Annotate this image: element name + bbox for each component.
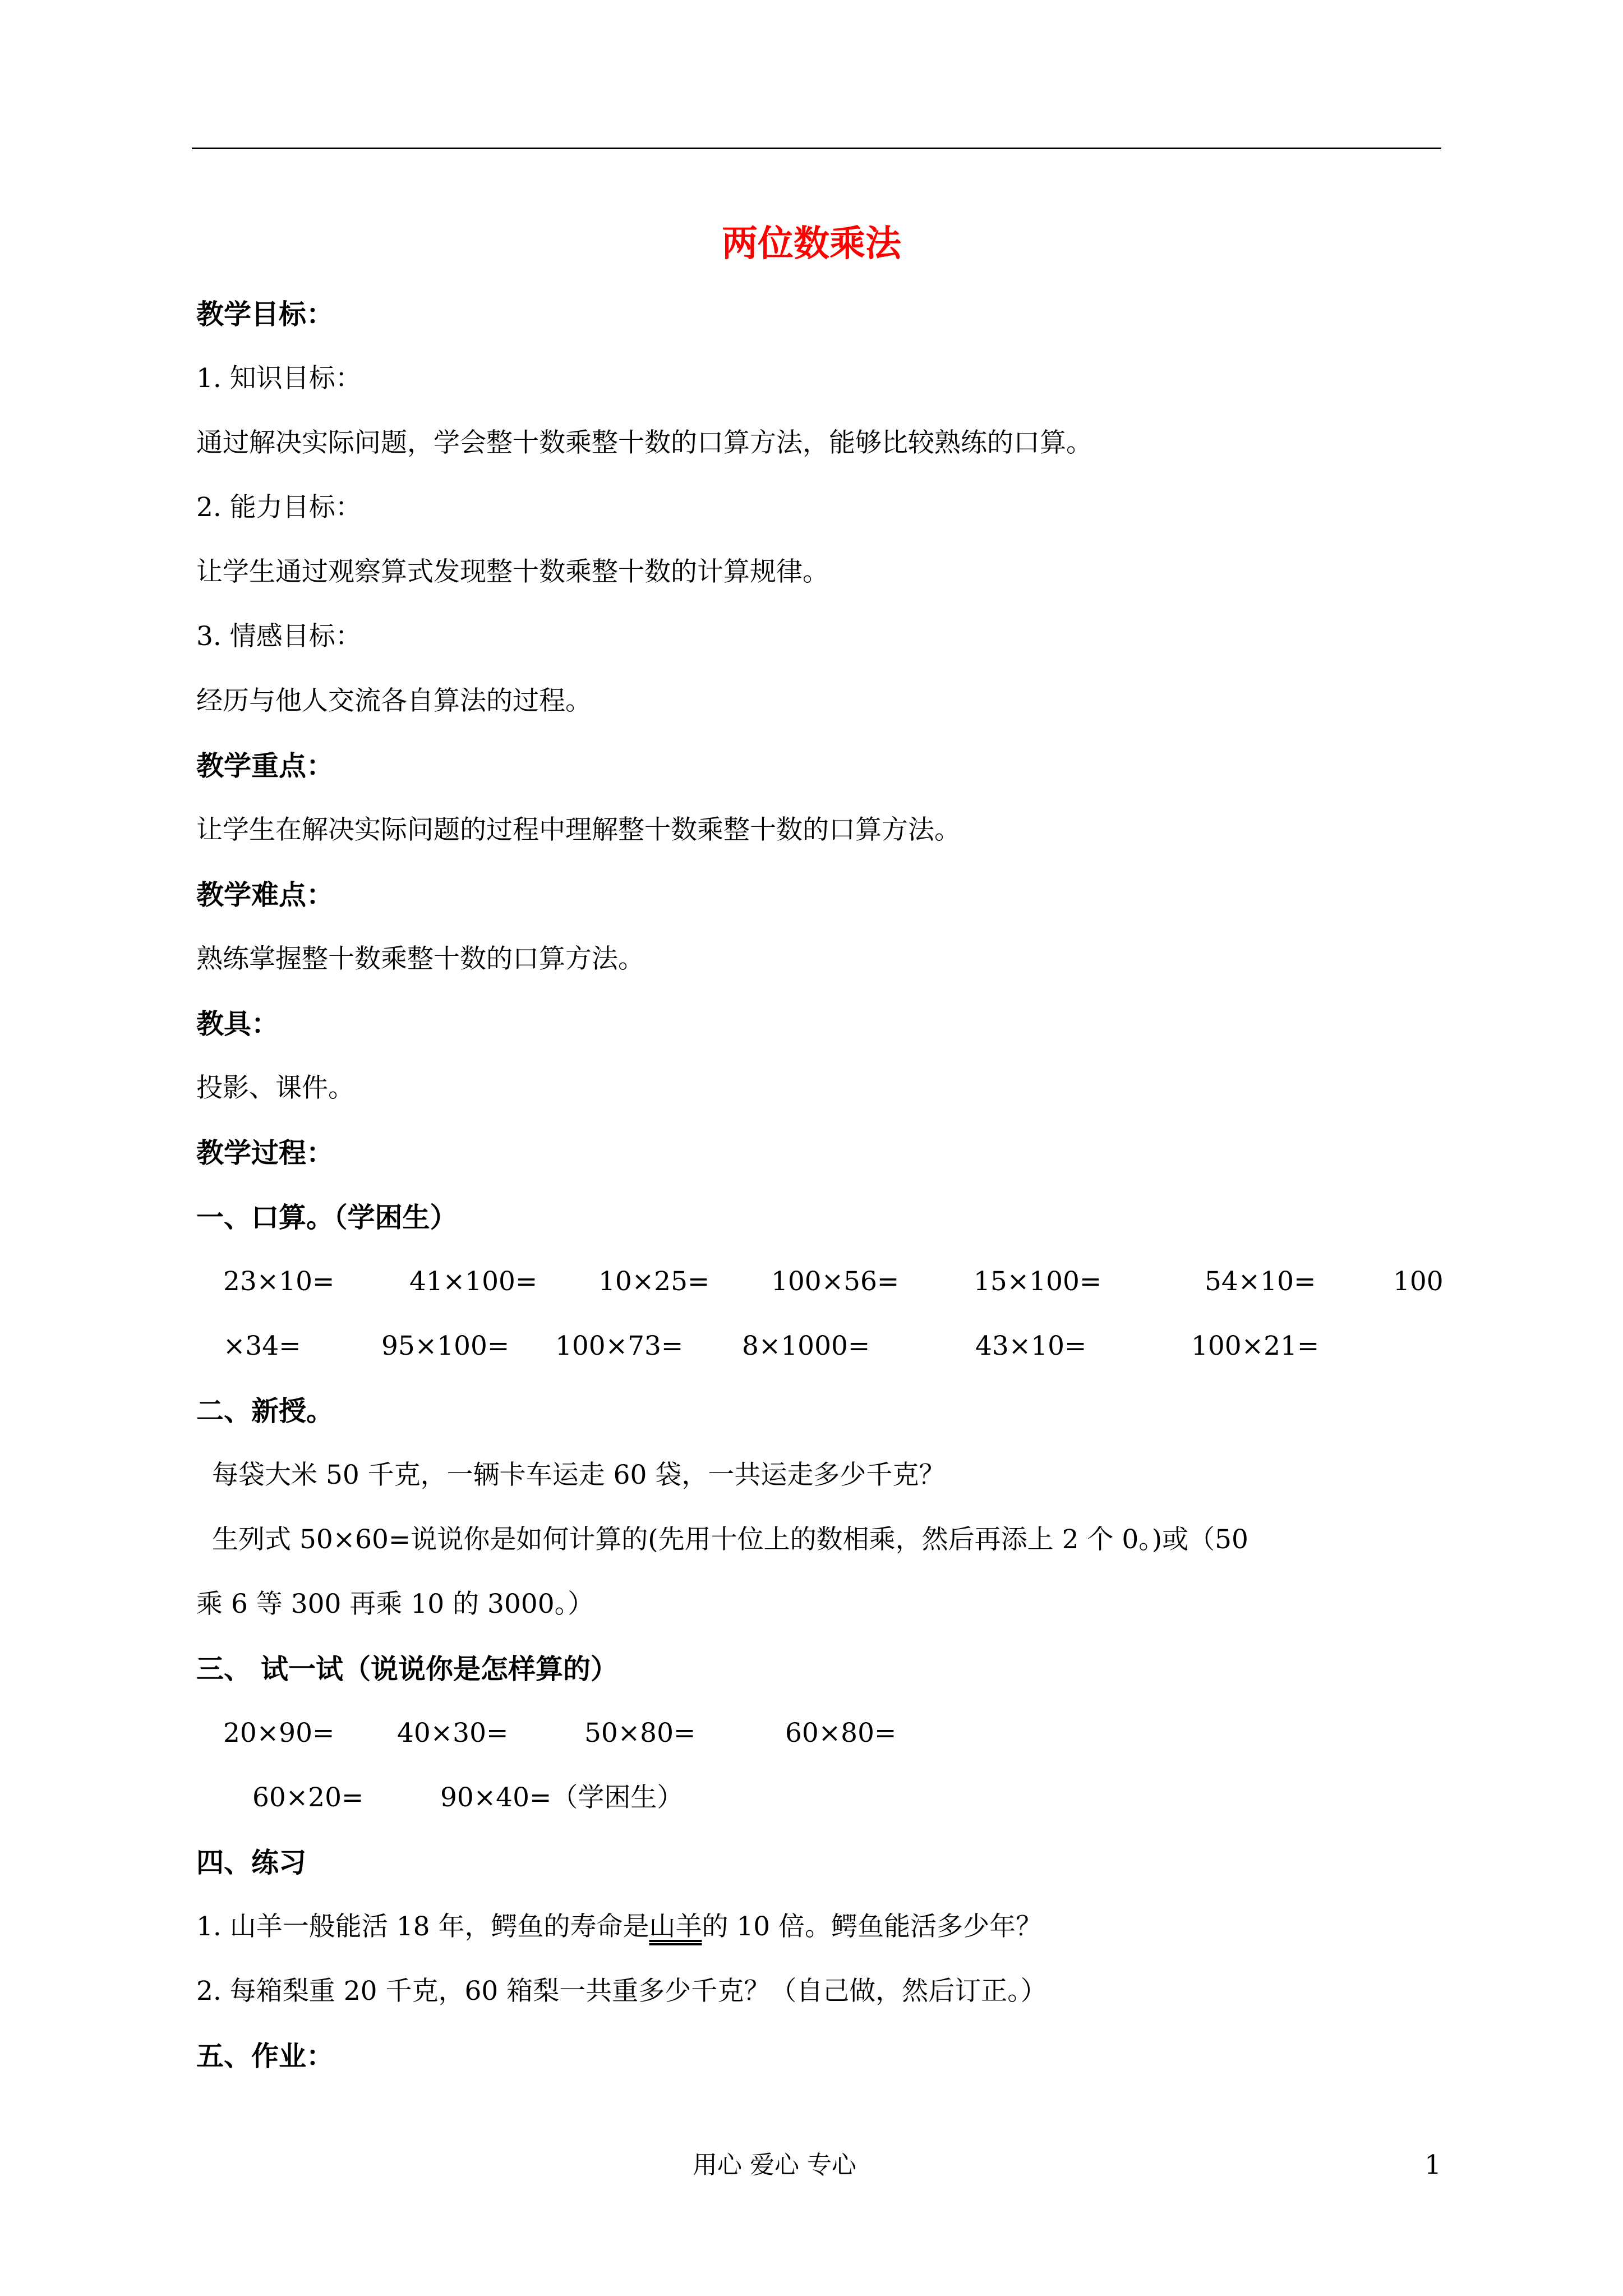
drill-item: 100 [1393, 1266, 1444, 1297]
part2-heading: 二、新授。 [196, 1395, 334, 1427]
page-number: 1 [1424, 2150, 1441, 2180]
drill-item: 10×25= [598, 1266, 710, 1297]
part2-explanation-cont: 乘 6 等 300 再乘 10 的 3000。） [196, 1589, 594, 1619]
try-item: 20×90= [223, 1718, 335, 1749]
part1-heading: 一、口算。（学困生） [196, 1201, 458, 1234]
drill-item: 15×100= [974, 1266, 1102, 1297]
drill-item: 100×21= [1191, 1331, 1320, 1361]
tools-text: 投影、课件。 [196, 1073, 354, 1103]
part3-heading: 三、 试一试（说说你是怎样算的） [196, 1653, 619, 1685]
header-rule [192, 148, 1441, 149]
try-item: 40×30= [397, 1718, 509, 1749]
difficulty-text: 熟练掌握整十数乘整十数的口算方法。 [196, 944, 644, 974]
try-item: 60×20= [252, 1782, 364, 1813]
try-item: 60×80= [785, 1718, 897, 1749]
practice-item-1-text: 1. 山羊一般能活 18 年，鳄鱼的寿命是 [196, 1911, 649, 1942]
part2-problem: 每袋大米 50 千克，一辆卡车运走 60 袋，一共运走多少千克？ [212, 1460, 946, 1490]
drill-item: 95×100= [381, 1331, 510, 1361]
practice-item-1-text-end: 的 10 倍。鳄鱼能活多少年？ [702, 1911, 1043, 1942]
difficulty-heading: 教学难点： [196, 878, 334, 911]
drill-item: 43×10= [975, 1331, 1087, 1361]
part4-heading: 四、练习 [196, 1846, 307, 1879]
page-title: 两位数乘法 [722, 223, 901, 265]
drill-item: 100×56= [771, 1266, 900, 1297]
key-points-text: 让学生在解决实际问题的过程中理解整十数乘整十数的口算方法。 [196, 815, 961, 845]
footer-motto: 用心 爱心 专心 [693, 2151, 856, 2179]
process-heading: 教学过程： [196, 1137, 334, 1169]
objective-3-text: 经历与他人交流各自算法的过程。 [196, 685, 592, 716]
practice-item-2: 2. 每箱梨重 20 千克，60 箱梨一共重多少千克？（自己做，然后订正。） [196, 1976, 1047, 2007]
part5-heading: 五、作业： [196, 2040, 334, 2072]
objective-3-label: 3. 情感目标： [196, 621, 362, 652]
drill-item: 100×73= [555, 1331, 684, 1361]
drill-item: ×34= [223, 1331, 301, 1361]
objective-2-text: 让学生通过观察算式发现整十数乘整十数的计算规律。 [196, 556, 829, 587]
drill-item: 54×10= [1205, 1266, 1316, 1297]
drill-item: 8×1000= [742, 1331, 870, 1361]
objective-1-label: 1. 知识目标： [196, 363, 362, 394]
try-item: 50×80= [584, 1718, 696, 1749]
key-points-heading: 教学重点： [196, 749, 334, 782]
practice-item-1 [196, 1910, 1042, 1944]
objective-2-label: 2. 能力目标： [196, 492, 362, 523]
practice-item-1-underlined: 山羊 [649, 1911, 702, 1942]
drill-item: 23×10= [223, 1266, 335, 1297]
drill-item: 41×100= [409, 1266, 538, 1297]
objectives-heading: 教学目标： [196, 298, 334, 330]
objective-1-text: 通过解决实际问题，学会整十数乘整十数的口算方法，能够比较熟练的口算。 [196, 427, 1092, 458]
tools-heading: 教具： [196, 1007, 279, 1040]
part2-explanation: 生列式 50×60=说说你是如何计算的(先用十位上的数相乘，然后再添上 2 个 0。)或（50 [212, 1524, 1248, 1555]
try-item: 90×40=（学困生） [440, 1782, 684, 1813]
